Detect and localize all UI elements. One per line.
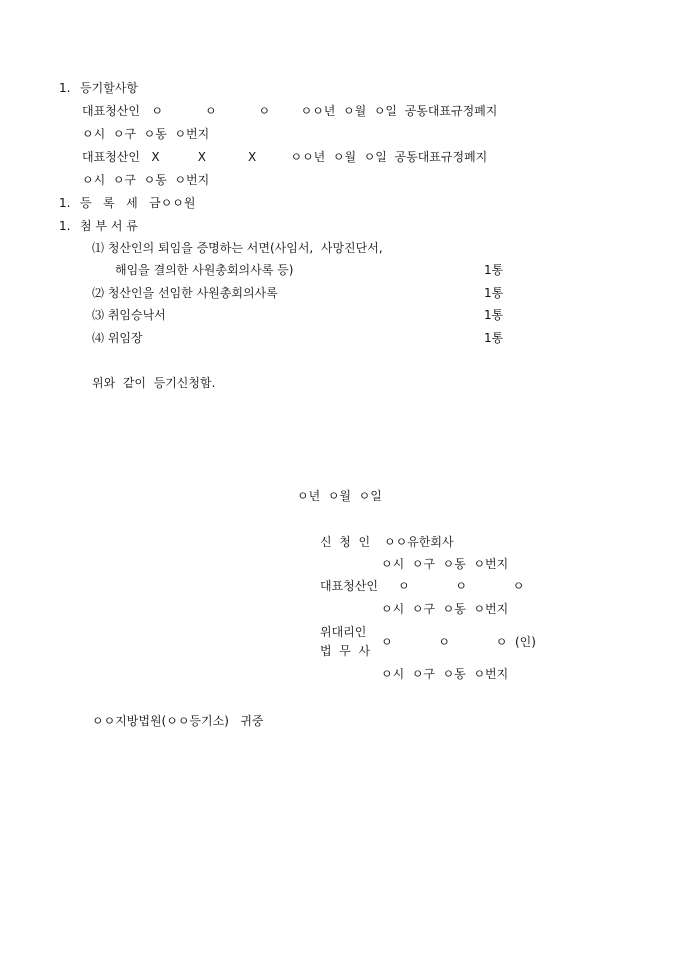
- liquidator-address: ㅇ시 ㅇ구 ㅇ동 ㅇ번지: [381, 602, 509, 616]
- liquidator-label: 대표청산인: [320, 579, 378, 593]
- attachment-item-continued: 해임을 결의한 사원총회의사록 등): [115, 263, 294, 277]
- registration-line: 대표청산인 X X X ㅇㅇ년 ㅇ월 ㅇ일 공동대표규정폐지: [82, 150, 488, 164]
- attachment-item: ⑶ 취임승낙서: [92, 308, 166, 322]
- application-statement: 위와 같이 등기신청함.: [92, 376, 216, 390]
- agent-label: 위대리인: [320, 625, 367, 639]
- section-title-attachments: 첨 부 서 류: [80, 219, 138, 233]
- application-date: ㅇ년 ㅇ월 ㅇ일: [297, 489, 382, 503]
- registration-tax-line: 등 록 세 금ㅇㅇ원: [80, 196, 196, 210]
- registration-line: 대표청산인 ㅇ ㅇ ㅇ ㅇㅇ년 ㅇ월 ㅇ일 공동대표규정폐지: [82, 104, 498, 118]
- applicant-label: 신 청 인: [320, 535, 371, 549]
- section-title-registration-items: 등기할사항: [80, 81, 138, 95]
- agent-names-seal: ㅇ ㅇ ㅇ (인): [381, 635, 536, 649]
- applicant-address: ㅇ시 ㅇ구 ㅇ동 ㅇ번지: [381, 557, 509, 571]
- attachment-item: ⑵ 청산인을 선임한 사원총회의사록: [92, 286, 278, 300]
- attachment-item: ⑴ 청산인의 퇴임을 증명하는 서면(사임서, 사망진단서,: [92, 241, 383, 255]
- attachment-count: 1통: [484, 308, 504, 322]
- agent-address: ㅇ시 ㅇ구 ㅇ동 ㅇ번지: [381, 667, 509, 681]
- attachment-item: ⑷ 위임장: [92, 331, 143, 345]
- liquidator-names: ㅇ ㅇ ㅇ: [398, 579, 525, 593]
- list-marker: 1.: [59, 196, 71, 210]
- list-marker: 1.: [59, 81, 71, 95]
- list-marker: 1.: [59, 219, 71, 233]
- recipient-court: ㅇㅇ지방법원(ㅇㅇ등기소) 귀중: [92, 714, 264, 728]
- attachment-count: 1통: [484, 263, 504, 277]
- applicant-name: ㅇㅇ유한회사: [384, 535, 454, 549]
- attachment-count: 1통: [484, 331, 504, 345]
- attachment-count: 1통: [484, 286, 504, 300]
- address-line: ㅇ시 ㅇ구 ㅇ동 ㅇ번지: [82, 173, 210, 187]
- agent-title: 법 무 사: [320, 644, 371, 658]
- address-line: ㅇ시 ㅇ구 ㅇ동 ㅇ번지: [82, 127, 210, 141]
